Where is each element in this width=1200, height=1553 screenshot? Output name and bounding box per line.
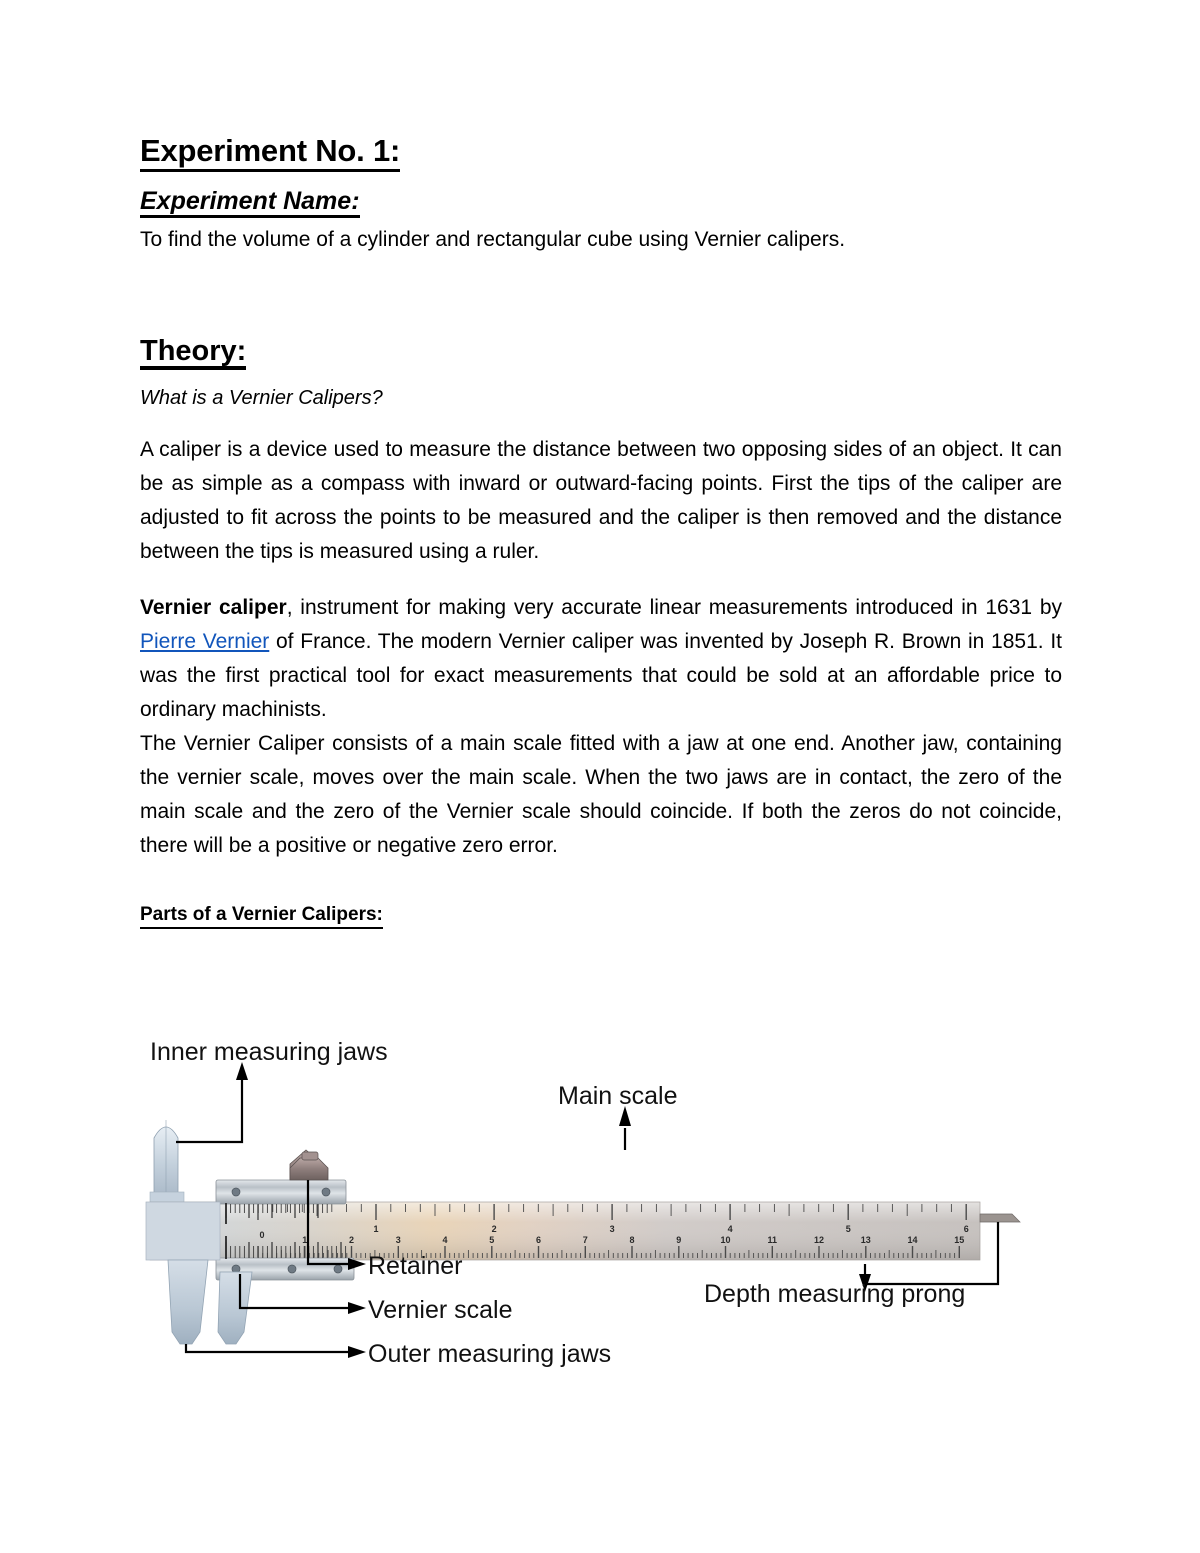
paragraph-vernier-history [140,591,1062,727]
figure-label-inner-measuring-jaws: Inner measuring jaws [150,1038,388,1066]
parts-heading-row [140,905,1062,929]
experiment-name-row [140,188,1062,223]
spacer [140,411,1062,433]
leader-outer-measuring-jaws [186,1344,366,1358]
svg-text:2: 2 [348,1235,355,1245]
experiment-heading-row [140,135,1062,188]
vernier-zero-label [259,1230,264,1240]
spacer [140,569,1062,591]
paragraph-history-part-b: of France. The modern Vernier caliper was invented by Joseph R. Brown in 1851. It was the first practical tool for exact measurements that could be sold at an affordable price to ordinary machinists. [140,629,1062,721]
experiment-number-heading: Experiment No. 1: [140,135,400,172]
svg-text:9: 9 [676,1235,682,1245]
svg-text:15: 15 [954,1235,965,1245]
figure-label-depth-measuring-prong: Depth measuring prong [704,1280,966,1308]
svg-text:10: 10 [720,1235,731,1245]
pierre-vernier-link[interactable]: Pierre Vernier [140,629,270,653]
svg-text:14: 14 [907,1235,918,1245]
paragraph-caliper-construction: The Vernier Caliper consists of a main scale fitted with a jaw at one end. Another jaw, containing the vernier scale, moves over the main scale. When the two jaws are in contact, the zero of the main scale and the zero of the Vernier scale should coincide. If both the zeros do not coincide, there will be a positive or negative zero error. [140,731,1062,857]
figure-label-outer-measuring-jaws: Outer measuring jaws [368,1340,612,1368]
outer-jaw-fixed [168,1260,208,1344]
vernier-caliper-bold-lead: Vernier caliper [140,595,287,619]
svg-text:5: 5 [489,1235,495,1245]
svg-text:5: 5 [845,1224,851,1234]
svg-text:8: 8 [629,1235,635,1245]
svg-text:3: 3 [395,1235,401,1245]
svg-text:7: 7 [582,1235,588,1245]
theory-heading: Theory: [140,337,246,370]
theory-heading-row [140,313,1062,367]
main-beam [150,1202,980,1260]
paragraph-history-part-a: , instrument for making very accurate linear measurements introduced in 1631 by [286,595,1063,619]
svg-text:1: 1 [302,1235,308,1245]
figure-label-retainer: Retainer [368,1252,463,1280]
paragraph-caliper-definition: A caliper is a device used to measure the distance between two opposing sides of an object. It can be as simple as a compass with inward or outward-facing points. First the tips of the caliper are adjusted to fit across the points to be measured and the caliper is then removed and the distance between the tips is measured using a ruler. [140,437,1062,563]
spacer [140,863,1062,905]
theory-question: What is a Vernier Calipers? [140,386,383,409]
svg-text:13: 13 [860,1235,871,1245]
leader-inner-measuring-jaws [176,1062,248,1142]
svg-text:12: 12 [813,1235,825,1245]
depth-measuring-prong [980,1214,1020,1222]
vernier-slider-collar [216,1180,346,1204]
svg-text:6: 6 [535,1235,542,1245]
caliper-left-body [146,1202,220,1260]
retainer-screw [290,1152,328,1180]
svg-text:4: 4 [442,1235,448,1245]
svg-text:11: 11 [767,1235,778,1245]
figure-label-vernier-scale: Vernier scale [368,1296,513,1324]
figure-label-main-scale: Main scale [558,1082,678,1110]
experiment-name-text: To find the volume of a cylinder and rectangular cube using Vernier calipers. [140,227,846,251]
parts-heading: Parts of a Vernier Calipers: [140,905,383,929]
svg-text:4: 4 [727,1224,733,1234]
svg-text:6: 6 [963,1224,969,1234]
svg-text:2: 2 [491,1224,497,1234]
svg-text:1: 1 [373,1224,379,1234]
experiment-name-heading: Experiment Name: [140,188,360,218]
svg-text:3: 3 [609,1224,615,1234]
svg-text:0: 0 [259,1230,265,1240]
leader-main-scale [619,1106,631,1150]
inner-jaw-fixed [150,1120,184,1202]
document-content [140,135,1062,929]
vernier-caliper-figure [140,1032,1040,1377]
